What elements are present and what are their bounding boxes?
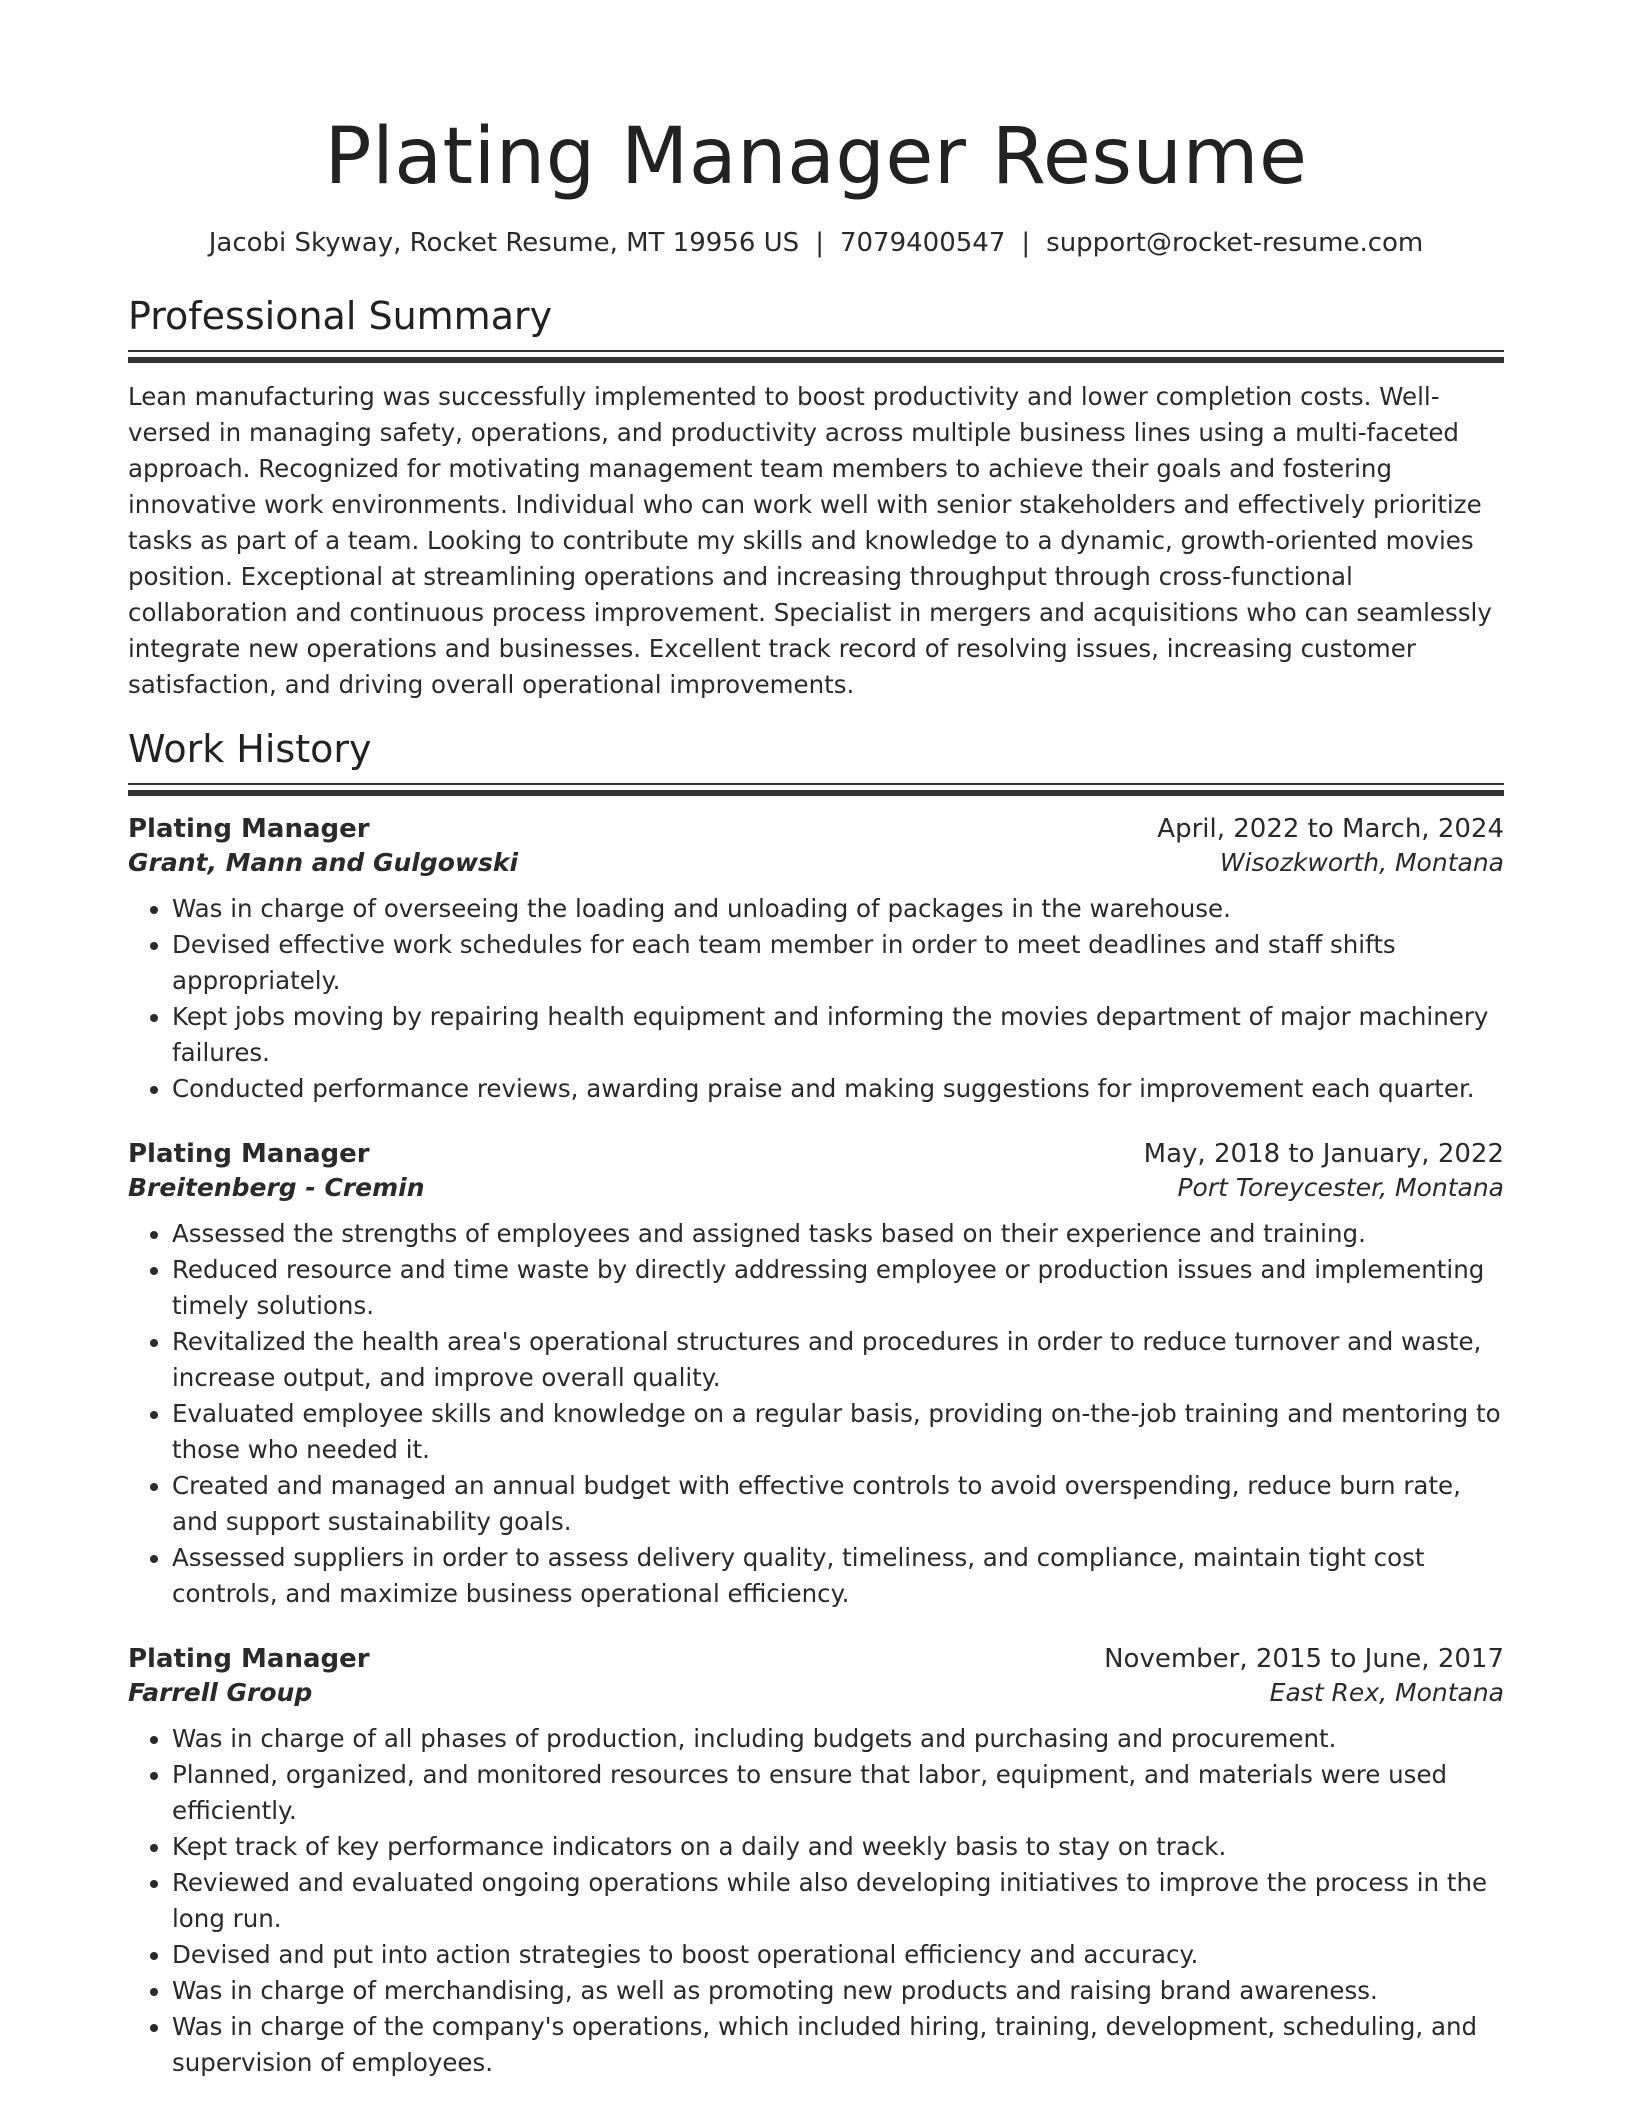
section-divider-thick	[128, 357, 1504, 363]
job-bullets	[128, 891, 1504, 1107]
job-company: Breitenberg - Cremin	[128, 1172, 425, 1202]
job-bullet: • Revitalized the health area's operational structures and procedures in order to reduce turnover and waste, increase output, and improve overall quality.	[172, 1324, 1504, 1396]
job-bullet: • Devised and put into action strategies to boost operational efficiency and accuracy.	[172, 1937, 1504, 1973]
contact-phone: 7079400547	[839, 228, 1006, 258]
job-header-row	[128, 814, 1504, 844]
resume-page	[128, 112, 1504, 2081]
job-header-row	[128, 1644, 1504, 1674]
job-bullet: • Planned, organized, and monitored resources to ensure that labor, equipment, and materials were used efficiently.	[172, 1757, 1504, 1829]
job-header-row	[128, 1139, 1504, 1169]
job-bullet: • Reviewed and evaluated ongoing operations while also developing initiatives to improve the process in the long run.	[172, 1865, 1504, 1937]
job-location: East Rex, Montana	[1269, 1677, 1504, 1707]
job-company-row	[128, 848, 1504, 877]
job-company: Grant, Mann and Gulgowski	[128, 847, 519, 877]
job-bullet: • Reduced resource and time waste by directly addressing employee or production issues and implementing timely solutions.	[172, 1252, 1504, 1324]
resume-title: Plating Manager Resume	[324, 112, 1308, 202]
contact-separator: |	[815, 228, 824, 258]
job-entry	[128, 814, 1504, 1107]
job-location: Port Toreycester, Montana	[1177, 1172, 1504, 1202]
job-entry	[128, 1644, 1504, 2081]
job-bullets	[128, 1216, 1504, 1612]
job-bullet: • Assessed suppliers in order to assess delivery quality, timeliness, and compliance, maintain tight cost controls, and maximize business operational efficiency.	[172, 1540, 1504, 1612]
job-company-row	[128, 1173, 1504, 1202]
job-title: Plating Manager	[128, 1643, 370, 1674]
section-divider-thick	[128, 790, 1504, 796]
section-divider-thin	[128, 783, 1504, 785]
job-bullets	[128, 1721, 1504, 2081]
job-title: Plating Manager	[128, 1138, 370, 1169]
job-dates: May, 2018 to January, 2022	[1143, 1138, 1504, 1169]
contact-address: Jacobi Skyway, Rocket Resume, MT 19956 US	[208, 228, 800, 258]
job-bullet: • Kept jobs moving by repairing health equipment and informing the movies department of major machinery failures.	[172, 999, 1504, 1071]
job-entry	[128, 1139, 1504, 1612]
contact-line	[128, 228, 1504, 258]
job-bullet: • Conducted performance reviews, awarding praise and making suggestions for improvement each quarter.	[172, 1071, 1504, 1107]
job-bullet: • Devised effective work schedules for each team member in order to meet deadlines and staff shifts appropriately.	[172, 927, 1504, 999]
summary-section	[128, 296, 1504, 703]
job-bullet: • Created and managed an annual budget with effective controls to avoid overspending, reduce burn rate, and support sustainability goals.	[172, 1468, 1504, 1540]
section-divider-thin	[128, 350, 1504, 352]
job-bullet: • Kept track of key performance indicators on a daily and weekly basis to stay on track.	[172, 1829, 1504, 1865]
job-bullet: • Was in charge of all phases of production, including budgets and purchasing and procurement.	[172, 1721, 1504, 1757]
job-bullet: • Was in charge of overseeing the loading and unloading of packages in the warehouse.	[172, 891, 1504, 927]
job-title: Plating Manager	[128, 813, 370, 844]
job-dates: April, 2022 to March, 2024	[1157, 813, 1504, 844]
contact-email: support@rocket-resume.com	[1046, 228, 1424, 258]
job-location: Wisozkworth, Montana	[1219, 847, 1504, 877]
job-company: Farrell Group	[128, 1677, 313, 1707]
job-dates: November, 2015 to June, 2017	[1104, 1643, 1504, 1674]
summary-text: Lean manufacturing was successfully implemented to boost productivity and lower completion costs. Well-versed in managing safety, operations, and productivity across multiple business lines using a multi-faceted approach. Recognized for motivating management team members to achieve their goals and fostering innovative work environments. Individual who can work well with senior stakeholders and effectively prioritize tasks as part of a team. Looking to contribute my skills and knowledge to a dynamic, growth-oriented movies position. Exceptional at streamlining operations and increasing throughput through cross-functional collaboration and continuous process improvement. Specialist in mergers and acquisitions who can seamlessly integrate new operations and businesses. Excellent track record of resolving issues, increasing customer satisfaction, and driving overall operational improvements.	[128, 381, 1492, 699]
work-section	[128, 726, 1504, 2081]
job-company-row	[128, 1678, 1504, 1707]
summary-heading: Professional Summary	[128, 294, 553, 338]
contact-separator: |	[1021, 228, 1031, 258]
job-bullet: • Evaluated employee skills and knowledge on a regular basis, providing on-the-job training and mentoring to those who needed it.	[172, 1396, 1504, 1468]
job-bullet: • Was in charge of the company's operations, which included hiring, training, development, scheduling, and supervision of employees.	[172, 2009, 1504, 2081]
work-heading: Work History	[128, 726, 372, 771]
job-bullet: • Assessed the strengths of employees and assigned tasks based on their experience and training.	[172, 1216, 1504, 1252]
job-bullet: • Was in charge of merchandising, as well as promoting new products and raising brand awareness.	[172, 1973, 1504, 2009]
